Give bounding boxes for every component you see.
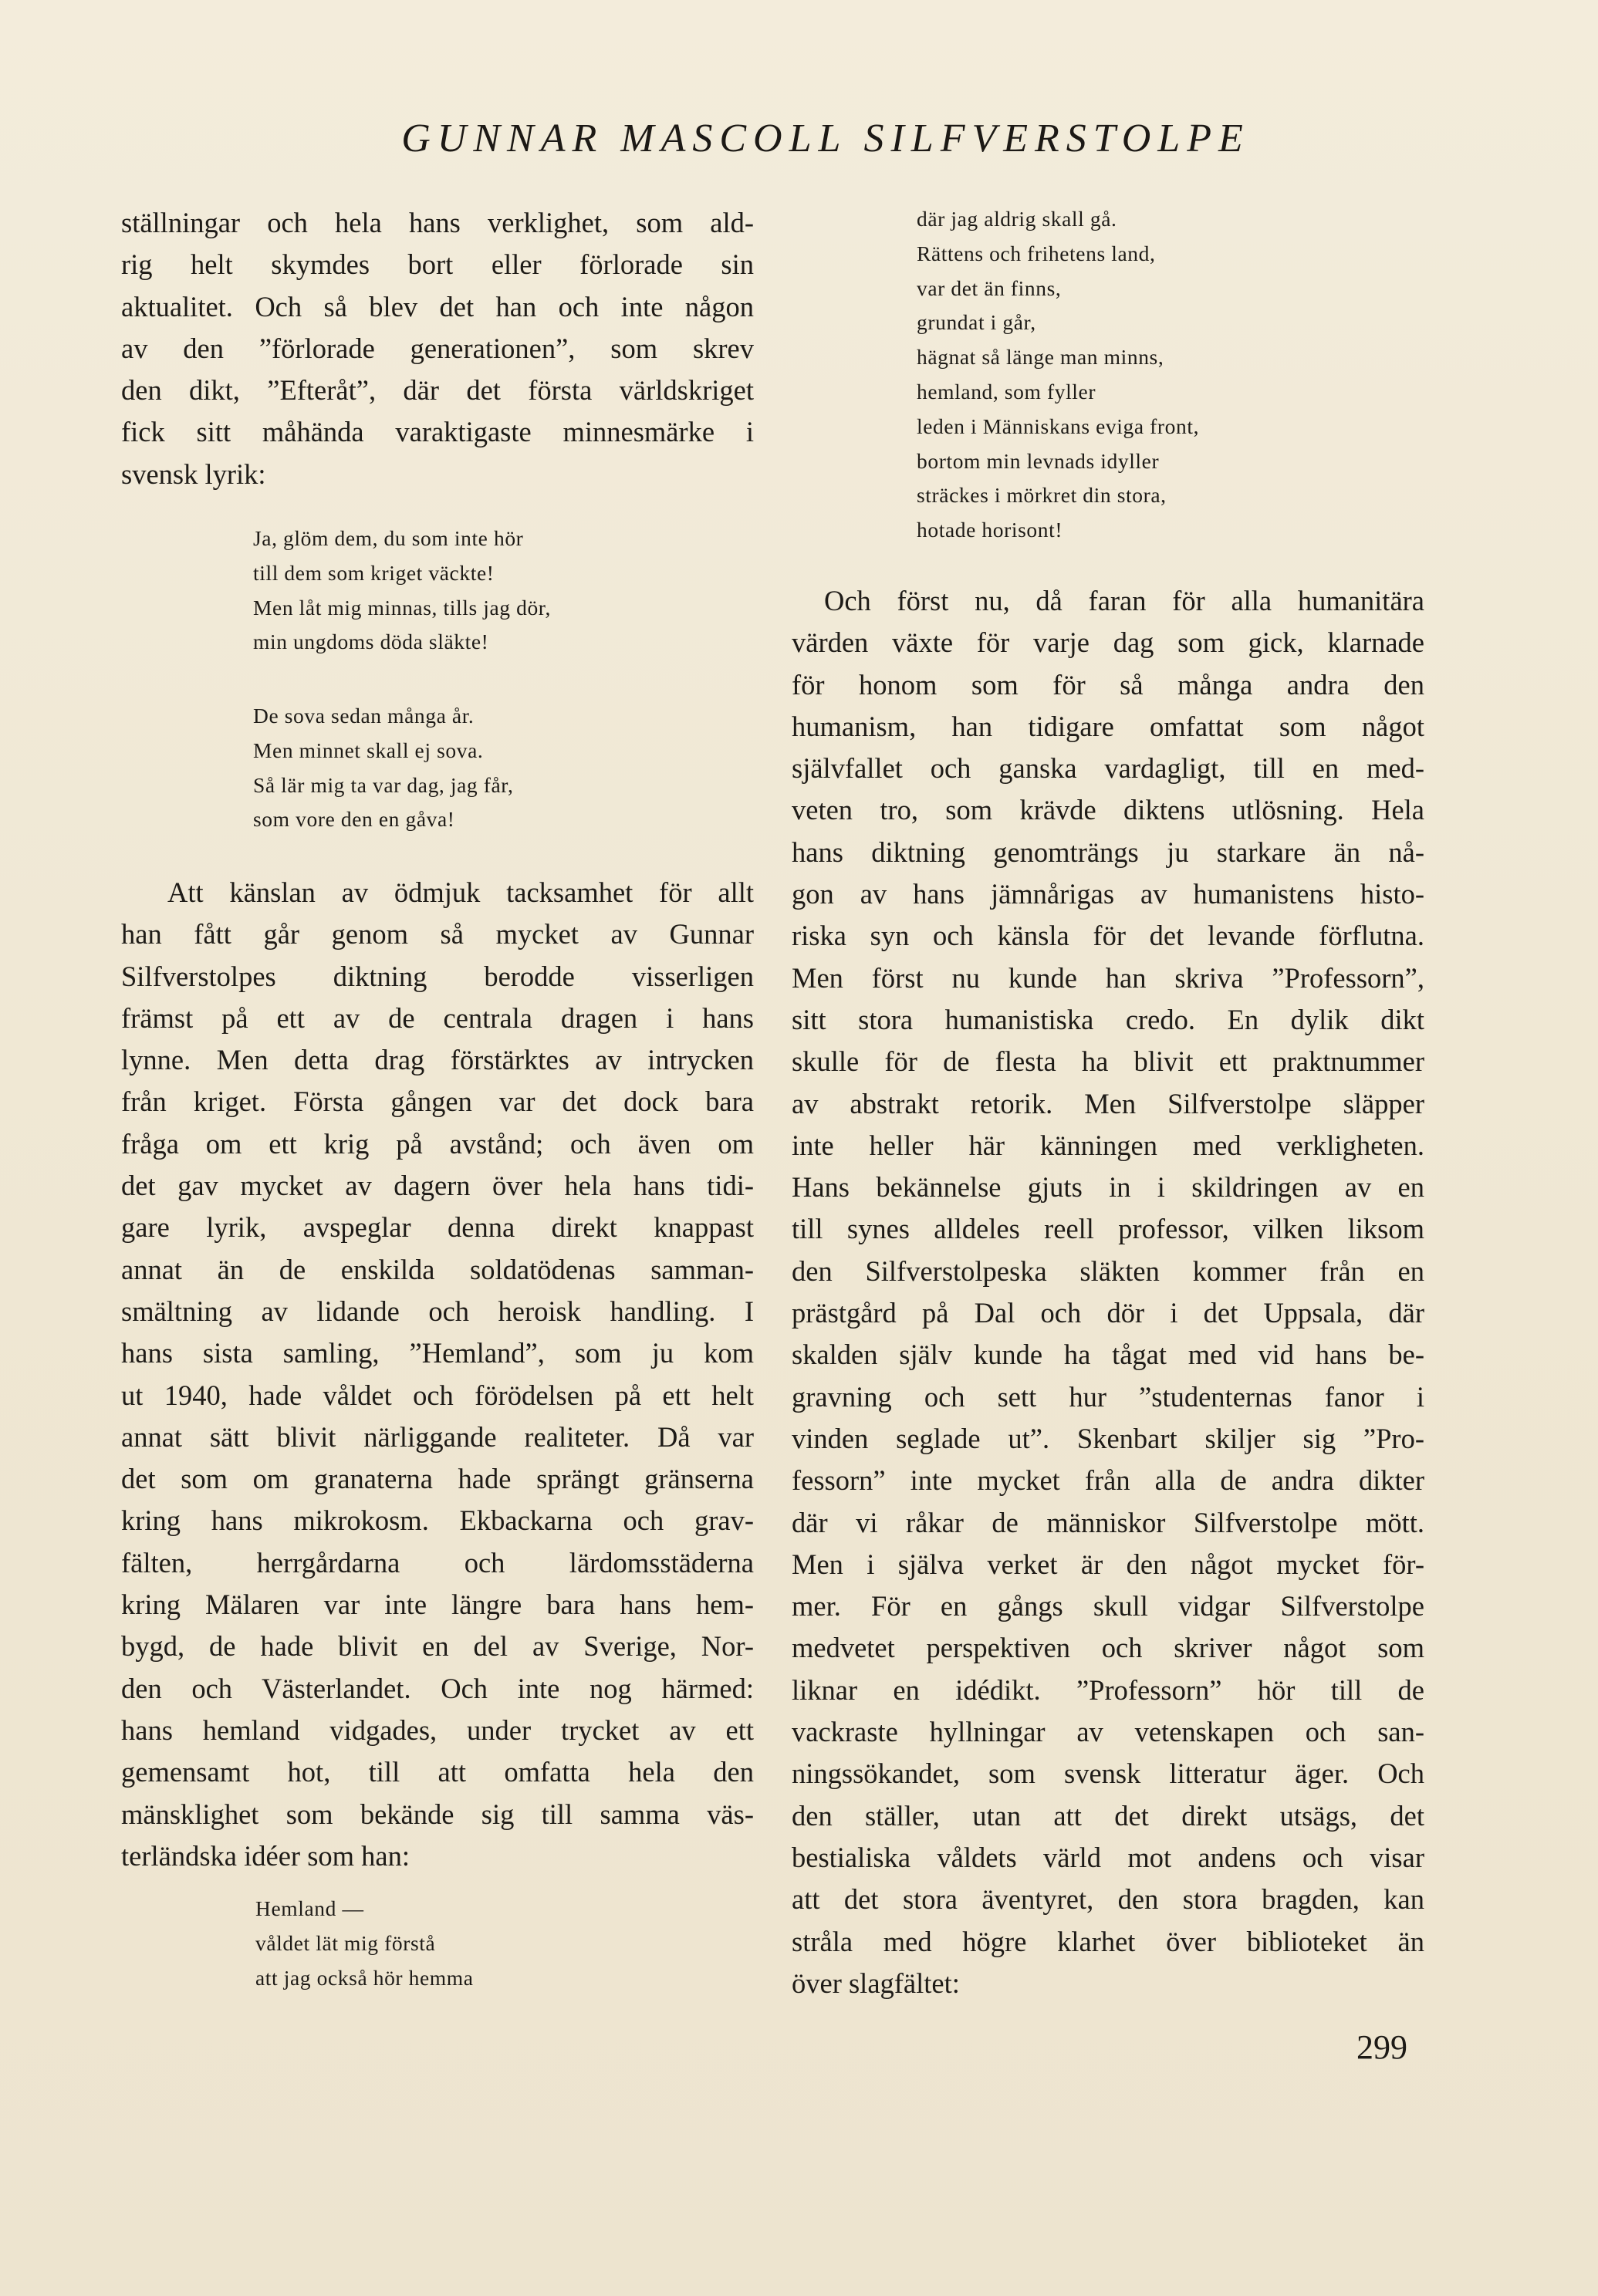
text-line: Men i själva verket är den något mycket för- (792, 1548, 1424, 1580)
text-line: fälten, herrgårdarna och lärdomsstäderna (121, 1546, 754, 1578)
text-line: skulle för de flesta ha blivit ett praktnummer (792, 1045, 1424, 1078)
verse-line: våldet lät mig förstå (255, 1930, 436, 1955)
text-line: ningssökandet, som svensk litteratur äger. Och (792, 1757, 1424, 1790)
text-line: av abstrakt retorik. Men Silfverstolpe släpper (792, 1087, 1424, 1119)
text-line: rig helt skymdes bort eller förlorade sin (121, 248, 754, 281)
paragraph-1 (121, 202, 754, 495)
text-line: Men först nu kunde han skriva ”Professorn”, (792, 961, 1424, 994)
verse-line: till dem som kriget väckte! (253, 560, 495, 585)
text-line: gare lyrik, avspeglar denna direkt knappast (121, 1211, 754, 1244)
text-line: den Silfverstolpeska släkten kommer från en (792, 1254, 1424, 1287)
text-line: Silfverstolpes diktning berodde visserligen (121, 960, 754, 992)
verse-line: var det än finns, (917, 275, 1062, 300)
text-line: bygd, de hade blivit en del av Sverige, Nor- (121, 1630, 754, 1663)
text-line: ställningar och hela hans verklighet, som ald- (121, 207, 754, 238)
text-line: hans diktning genomträngs ju starkare än nå- (792, 836, 1424, 868)
poem-1-stanza-1 (253, 522, 551, 660)
verse-line: att jag också hör hemma (255, 1965, 474, 1990)
text-line: vinden seglade ut”. Skenbart skiljer sig ”Pro- (792, 1422, 1424, 1454)
text-line: stråla med högre klarhet över biblioteket än (792, 1925, 1424, 1957)
text-line: smältning av lidande och heroisk handling. I (121, 1295, 754, 1327)
text-line: där vi råkar de människor Silfverstolpe mött. (792, 1506, 1424, 1538)
text-line: humanism, han tidigare omfattat som något (792, 710, 1424, 742)
text-line: liknar en idédikt. ”Professorn” hör till de (792, 1673, 1424, 1706)
text-line: värden växte för varje dag som gick, klarnade (792, 626, 1424, 659)
paragraph-2 (121, 872, 754, 1877)
poem-2-continuation (917, 202, 1199, 548)
text-line: från kriget. Första gången var det dock bara (121, 1086, 754, 1118)
text-line: mänsklighet som bekände sig till samma väs- (121, 1798, 754, 1830)
text-line: ut 1940, hade våldet och förödelsen på ett helt (121, 1379, 754, 1411)
paragraph-3 (792, 580, 1424, 2004)
verse-line: min ungdoms döda släkte! (253, 630, 489, 654)
verse-line: hägnat så länge man minns, (917, 345, 1164, 370)
text-line: den och Västerlandet. Och inte nog härmed: (121, 1672, 754, 1704)
verse-line: Men minnet skall ej sova. (253, 738, 484, 762)
text-line: annat sätt blivit närliggande realiteter. Då var (121, 1420, 754, 1453)
text-line: sitt stora humanistiska credo. En dylik dikt (792, 1003, 1424, 1035)
text-line: av den ”förlorade generationen”, som skrev (121, 332, 754, 364)
text-line: till synes alldeles reell professor, vilken liksom (792, 1213, 1424, 1245)
text-line: han fått går genom så mycket av Gunnar (121, 918, 754, 950)
text-line: hans hemland vidgades, under trycket av ett (121, 1714, 754, 1746)
verse-line: sträckes i mörkret din stora, (917, 483, 1167, 508)
text-line: kring Mälaren var inte längre bara hans hem- (121, 1589, 754, 1621)
text-line: Och först nu, då faran för alla humanitära (824, 585, 1424, 616)
verse-line: Men låt mig minnas, tills jag dör, (253, 595, 551, 620)
verse-line: där jag aldrig skall gå. (917, 207, 1117, 231)
text-line: lynne. Men detta drag förstärktes av intrycken (121, 1044, 754, 1076)
text-line: gon av hans jämnårigas av humanistens histo- (792, 878, 1424, 910)
verse-line: Ja, glöm dem, du som inte hör (253, 526, 524, 550)
verse-line: bortom min levnads idyller (917, 448, 1160, 473)
text-line: bestialiska våldets värld mot andens och visar (792, 1841, 1424, 1873)
verse-line: grundat i går, (917, 310, 1036, 335)
text-line: inte heller här känningen med verkligheten. (792, 1129, 1424, 1161)
verse-line: hemland, som fyller (917, 379, 1096, 403)
running-head: GUNNAR MASCOLL SILFVERSTOLPE (401, 116, 1250, 160)
verse-line: De sova sedan många år. (253, 704, 475, 728)
verse-line: Så lär mig ta var dag, jag får, (253, 772, 514, 797)
text-line: fick sitt måhända varaktigaste minnesmärke i (121, 416, 754, 448)
verse-line: hotade horisont! (917, 518, 1063, 542)
verse-line: Hemland — (255, 1896, 364, 1920)
text-line: att det stora äventyret, den stora bragden, kan (792, 1883, 1424, 1916)
text-line: det som om granaterna hade sprängt gränserna (121, 1463, 754, 1495)
text-line: för honom som för så många andra den (792, 668, 1424, 701)
text-line: självfallet och ganska vardagligt, till en med- (792, 752, 1424, 785)
text-line: den dikt, ”Efteråt”, där det första världskriget (121, 374, 754, 407)
text-line: terländska idéer som han: (121, 1839, 410, 1872)
text-line: den ställer, utan att det direkt utsägs, det (792, 1799, 1424, 1832)
verse-line: Rättens och frihetens land, (917, 241, 1156, 265)
text-line: över slagfältet: (792, 1967, 960, 1999)
text-line: aktualitet. Och så blev det han och inte någon (121, 290, 754, 322)
text-line: det gav mycket av dagern över hela hans tidi- (121, 1170, 754, 1202)
text-line: annat än de enskilda soldatödenas samman- (121, 1253, 754, 1285)
verse-line: leden i Människans eviga front, (917, 414, 1200, 438)
text-line: medvetet perspektiven och skriver något som (792, 1632, 1424, 1664)
text-line: Hans bekännelse gjuts in i skildringen av en (792, 1171, 1424, 1204)
text-line: prästgård på Dal och dör i det Uppsala, där (792, 1297, 1424, 1329)
text-line: Att känslan av ödmjuk tacksamhet för allt (167, 876, 754, 908)
text-line: fessorn” inte mycket från alla de andra dikter (792, 1464, 1424, 1497)
text-line: gemensamt hot, till att omfatta hela den (121, 1756, 754, 1788)
text-line: främst på ett av de centrala dragen i hans (121, 1001, 754, 1034)
text-line: veten tro, som krävde diktens utlösning. Hela (792, 794, 1424, 826)
text-line: riska syn och känsla för det levande förflutna. (792, 920, 1424, 952)
text-line: kring hans mikrokosm. Ekbackarna och grav- (121, 1504, 754, 1537)
page-number: 299 (1356, 2028, 1407, 2066)
verse-line: som vore den en gåva! (253, 807, 455, 832)
text-line: vackraste hyllningar av vetenskapen och san- (792, 1716, 1424, 1748)
text-line: svensk lyrik: (121, 458, 266, 490)
text-line: mer. För en gångs skull vidgar Silfverstolpe (792, 1590, 1424, 1622)
text-line: fråga om ett krig på avstånd; och även om (121, 1127, 754, 1160)
text-line: hans sista samling, ”Hemland”, som ju kom (121, 1337, 754, 1369)
text-line: gravning och sett hur ”studenternas fanor i (792, 1380, 1424, 1413)
text-line: skalden själv kunde ha tågat med vid hans be- (792, 1339, 1424, 1371)
poem-2-start (255, 1892, 474, 1995)
poem-1-stanza-2 (253, 699, 513, 837)
